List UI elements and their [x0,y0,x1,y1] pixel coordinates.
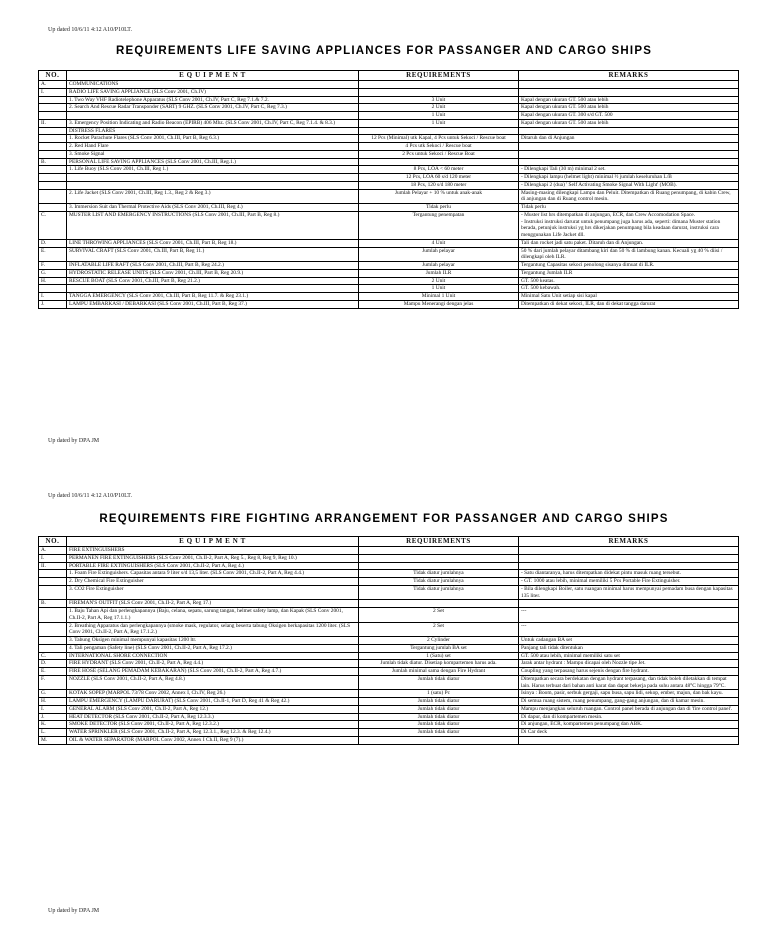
table-row [39,96,739,104]
table-row [39,562,739,570]
table-row [39,622,739,637]
row-no-cell: F. [39,675,67,690]
row-equipment-cell: 2. Search And Rescue Radar Transponder (SART) 9 GHZ. (SLS Conv 2001, Ch.IV, Part C, Reg 7.3.) [67,104,359,112]
row-remark-cell: Ditaruh dan di Anjungan [519,135,739,143]
row-no-cell: C. [39,211,67,239]
row-equipment-cell [67,174,359,182]
header-requirements: REQUIREMENTS [359,71,519,81]
row-remark-cell [519,158,739,166]
table-row [39,104,739,112]
row-no-cell [39,189,67,204]
row-no-cell [39,104,67,112]
row-no-cell: B. [39,600,67,608]
row-no-cell: J. [39,300,67,308]
table-row [39,247,739,262]
table-row [39,262,739,270]
row-requirement-cell: Jumlah tidak diatur [359,729,519,737]
row-requirement-cell: 18 Pcs, 120 s/d 180 meter [359,181,519,189]
row-equipment-cell: COMMUNICATIONS [67,81,359,89]
row-no-cell: II. [39,562,67,570]
row-requirement-cell [359,158,519,166]
row-equipment-cell: 2. Life Jacket (SLS Conv 2001, Ch.III, Reg 1.3., Reg 2 & Reg 3.) [67,189,359,204]
row-equipment-cell: RESCUE BOAT (SLS Conv 2001, Ch.III, Part B, Reg 21.2.) [67,277,359,285]
row-remark-cell: - Dilengkapi Tali (30 m) minimal 2 set. [519,166,739,174]
row-no-cell [39,96,67,104]
row-remark-cell [519,150,739,158]
table-row [39,166,739,174]
row-equipment-cell: FIRE HYDRANT (SLS Conv 2001, Ch.II-2, Part A, Reg 4.4.) [67,660,359,668]
row-requirement-cell: Tidak diatur jumlahnya [359,585,519,600]
row-no-cell [39,150,67,158]
row-requirement-cell [359,88,519,96]
row-requirement-cell: 1 Unit [359,285,519,293]
row-equipment-cell: INTERNATIONAL SHORE CONNECTION [67,652,359,660]
row-remark-cell: Mampu menjangkau seluruh ruangan. Control panel berada di anjungan dan di 'fire control panel'. [519,705,739,713]
row-requirement-cell [359,127,519,135]
row-equipment-cell: PERMANEN FIRE EXTINGUISHERS (SLS Conv 2001, Ch.II-2, Part A, Reg 5., Reg 8, Reg 9, Reg 10.) [67,554,359,562]
row-no-cell: I. [39,554,67,562]
header-remarks: REMARKS [519,537,739,547]
row-remark-cell: Tergantung Capasitas sekoci penolong sisanya dimuat di ILR. [519,262,739,270]
row-no-cell [39,570,67,578]
row-requirement-cell: 8 Pcs, LOA < 60 meter [359,166,519,174]
row-equipment-cell: NOZZLE (SLS Conv 2001, Ch.II-2, Part A, Reg 4.8.) [67,675,359,690]
row-requirement-cell: Jumlah ILR [359,269,519,277]
table-row [39,570,739,578]
row-remark-cell: --- [519,622,739,637]
row-requirement-cell: 2 Pcs untuk Sekoci / Rescue Boat [359,150,519,158]
requirements-table [38,536,739,745]
row-remark-cell: Jarak antar hydrant : Mampu dicapai oleh Nozzle tipe Jet. [519,660,739,668]
row-equipment-cell: FIREMAN'S OUTFIT (SLS Conv 2001, Ch.II-2, Part A, Reg 17.) [67,600,359,608]
row-requirement-cell: 12 Pcs, LOA 60 s/d 120 meter [359,174,519,182]
row-equipment-cell: FIRE EXTINGUISHERS [67,547,359,555]
row-remark-cell: GT. 500 kebawah. [519,285,739,293]
table-row [39,652,739,660]
row-requirement-cell: Mampu Menerangi dengan jelas [359,300,519,308]
table-row [39,174,739,182]
row-no-cell [39,585,67,600]
row-equipment-cell: 2. Breathing Apparatus dan perlengkapannya (smoke mask, regulator, selang beserta tabung Oksigen berkapasitas 1200 liter. (SLS Conv 2001, Ch.II-2, Part A, Reg 17.1.2.) [67,622,359,637]
row-equipment-cell: SURVIVAL CRAFT (SLS Conv 2001, Ch.III, Part B, Reg 11.) [67,247,359,262]
row-no-cell: H. [39,698,67,706]
row-equipment-cell [67,285,359,293]
row-no-cell [39,204,67,212]
row-remark-cell: Tergantung Jumlah ILR [519,269,739,277]
row-equipment-cell: LINE THROWING APPLIANCES (SLS Conv 2001, Ch.III, Part B, Reg 18.) [67,239,359,247]
table-row [39,736,739,744]
row-remark-cell: Ditempatkan di dekat sekoci, ILR, dan di dekat tangga darurat [519,300,739,308]
table-header-row [39,71,739,81]
row-remark-cell: Coupling yang terpasang harus sejenis dengan fire hydrant. [519,668,739,676]
table-row [39,698,739,706]
row-remark-cell: Kapal dengan ukuran GT. 300 s/d GT. 500 [519,112,739,120]
update-stamp: Up dated 10/6/11 4:12 A10/P10LT. [48,27,132,33]
row-requirement-cell [359,81,519,89]
row-equipment-cell: 1. Baju Tahan Api dan perlengkapannya (Baju, celana, sepatu, sarung tangan, helmet safety lamp, dan Kapak (SLS Conv 2001, Ch.II-2, Part A, Reg 17.1.1.) [67,608,359,623]
row-equipment-cell: PORTABLE FIRE EXTINGUISHERS (SLS Conv 2001, Ch.II-2, Part A, Reg 4.) [67,562,359,570]
row-remark-cell [519,143,739,151]
row-no-cell: II. [39,119,67,127]
footer-note: Up dated by DPA JM [48,908,100,914]
header-requirements: REQUIREMENTS [359,537,519,547]
row-requirement-cell: 1 (Satu) set [359,652,519,660]
row-no-cell: M. [39,736,67,744]
table-row [39,668,739,676]
row-no-cell: G. [39,269,67,277]
table-row [39,88,739,96]
table-row [39,690,739,698]
row-no-cell [39,578,67,586]
row-equipment-cell: 1. Life Buoy (SLS Conv 2001, Ch.III, Reg 1.) [67,166,359,174]
table-row [39,181,739,189]
row-no-cell: E. [39,247,67,262]
row-requirement-cell: 2 Unit [359,277,519,285]
row-equipment-cell: OIL & WATER SEPARATOR (MARPOL Conv 2002, Annex I Ch.II, Reg 9 (7).) [67,736,359,744]
row-requirement-cell: Tidak perlu [359,204,519,212]
row-no-cell: L. [39,729,67,737]
row-no-cell: D. [39,660,67,668]
row-no-cell: G. [39,690,67,698]
table-row [39,277,739,285]
table-row [39,119,739,127]
row-requirement-cell: Jumlah tidak diatur [359,721,519,729]
row-no-cell: I. [39,293,67,301]
row-requirement-cell: Jumlah tidak diatur [359,705,519,713]
footer-note: Up dated by DPA JM [48,438,100,444]
row-remark-cell: Untuk cadangan BA set [519,637,739,645]
row-requirement-cell [359,547,519,555]
row-no-cell: K. [39,721,67,729]
row-remark-cell: Di semua ruang sistem, ruang penumpang, gang-gang anjungan, dan di kamar mesin. [519,698,739,706]
row-requirement-cell: Jumlah tidak diatur [359,698,519,706]
header-equipment: E Q U I P M E N T [67,537,359,547]
row-equipment-cell: SMOKE DETECTOR (SLS Conv 2001, Ch.II-2, Part A, Reg 12.3.2.) [67,721,359,729]
row-requirement-cell [359,554,519,562]
row-requirement-cell: 1 Unit [359,119,519,127]
row-equipment-cell: HYDROSTATIC RELEASE UNITS (SLS Conv 2001, Ch.III, Part B, Reg 20.9.) [67,269,359,277]
row-requirement-cell: 2 Cylinder [359,637,519,645]
row-requirement-cell: 4 Unit [359,239,519,247]
row-no-cell [39,143,67,151]
row-equipment-cell: 1. Foam Fire Extinguishers. Capasitas antara 9 liter s/d 13,5 liter. (SLS Conv 2001, Ch.II-2, Part A, Reg 4.4.) [67,570,359,578]
row-no-cell: C. [39,652,67,660]
row-equipment-cell: GENERAL ALARM (SLS Conv 2001, Ch.II-2, Part A, Reg 12.) [67,705,359,713]
row-equipment-cell [67,181,359,189]
table-row [39,713,739,721]
row-remark-cell: - Satu diantaranya, harus ditempatkan didekat pintu masuk ruang tersebut. [519,570,739,578]
row-equipment-cell: 2. Dry Chemical Fire Extinguisher [67,578,359,586]
row-remark-cell: Ditempatkan secara berdekatan dengan hydrant terpasang, dan tidak boleh diletakkan di tempat lain. Harus terbuat dari bahan anti karat dan dapat bekerja pada suhu antara 48°C hingga 79°C. [519,675,739,690]
row-remark-cell [519,127,739,135]
row-equipment-cell: INFLATABLE LIFE RAFT (SLS Conv 2001, Ch.III, Part B, Reg 24.2.) [67,262,359,270]
row-remark-cell: Kapal dengan ukuran GT. 500 atau lebih [519,104,739,112]
row-requirement-cell: 3 Unit [359,96,519,104]
row-remark-cell: - Muster list hrs ditempatkan di anjungan, ECR, dan Crew Accomodation Space. - Instruksi instruksi darurat untuk penumpang juga harus ada, seperti: dimana Muster station berada, petunjuk instruksi yg hrs dikerjakan penumpang bila keadaan darurat, instruksi cara menggunakan Life Jacket dll. [519,211,739,239]
row-requirement-cell [359,600,519,608]
row-requirement-cell: Tergantung jumlah BA set [359,644,519,652]
row-remark-cell: - Dilengkapi lampu (helmet light) minimal ½ jumlah keseluruhan L/B [519,174,739,182]
row-no-cell [39,285,67,293]
row-no-cell [39,174,67,182]
row-remark-cell: Tidak perlu [519,204,739,212]
row-no-cell: B. [39,158,67,166]
row-equipment-cell: HEAT DETECTOR (SLS Conv 2001, Ch.II-2, Part A, Reg 12.3.3.) [67,713,359,721]
row-requirement-cell: Minimal 1 Unit [359,293,519,301]
table-row [39,644,739,652]
header-no: NO. [39,537,67,547]
row-requirement-cell: 1 Unit [359,112,519,120]
row-remark-cell [519,547,739,555]
row-equipment-cell [67,112,359,120]
row-equipment-cell: MUSTER LIST AND EMERGENCY INSTRUCTIONS (SLS Conv 2001, Ch.III, Part B, Reg 8.) [67,211,359,239]
row-no-cell: A. [39,547,67,555]
table-row [39,675,739,690]
table-row [39,600,739,608]
table-row [39,189,739,204]
table-row [39,547,739,555]
row-requirement-cell: Tidak diatur jumlahnya [359,578,519,586]
row-equipment-cell: 4. Tali pengaman (Safety line) (SLS Conv 2001, Ch.II-2, Part A, Reg 17.2.) [67,644,359,652]
row-remark-cell [519,562,739,570]
row-requirement-cell: 2 Unit [359,104,519,112]
row-equipment-cell: RADIO LIFE SAVING APPLIANCE (SLS Conv 2001, Ch.IV) [67,88,359,96]
row-remark-cell: Tali dan rocket jadi satu paket. Ditaruh dan di Anjungan. [519,239,739,247]
row-no-cell: D. [39,239,67,247]
row-no-cell [39,112,67,120]
row-equipment-cell: TANGGA EMERGENCY (SLS Conv 2001, Ch.III, Part B, Reg 11.7. & Reg 23.1.) [67,293,359,301]
page-title: REQUIREMENTS FIRE FIGHTING ARRANGEMENT FOR PASSANGER AND CARGO SHIPS [99,513,669,525]
row-equipment-cell: LAMPU EMBARKASI / DEBARKASI (SLS Conv 2001, Ch.III, Part B, Reg 37.) [67,300,359,308]
row-remark-cell [519,600,739,608]
row-equipment-cell: 2. Red Hand Flare [67,143,359,151]
row-no-cell: A. [39,81,67,89]
table-row [39,135,739,143]
row-no-cell [39,135,67,143]
table-row [39,285,739,293]
table-row [39,204,739,212]
table-row [39,112,739,120]
table-header-row [39,537,739,547]
row-no-cell [39,637,67,645]
row-remark-cell: Di anjungan, ECR, kompartemen penumpang dan ABK. [519,721,739,729]
row-requirement-cell: Jumlah pelayar [359,262,519,270]
row-requirement-cell: Tergantung penempatan [359,211,519,239]
row-requirement-cell: Jumlah tidak diatur [359,675,519,690]
table-row [39,127,739,135]
row-remark-cell [519,88,739,96]
row-remark-cell: - Dilengkapi 2 (dua) ' Self Activating Smoke Signal With Light' (MOB). [519,181,739,189]
header-no: NO. [39,71,67,81]
requirements-table [38,70,739,309]
row-equipment-cell: 1. Rocket Parachute Flares (SLS Conv 2001, Ch.III, Part B, Reg 6.3.) [67,135,359,143]
row-equipment-cell: 1. Two Way VHF Radiotelephone Apparatus (SLS Conv 2001, Ch.IV, Part C, Reg 7.1.& 7.2. [67,96,359,104]
update-stamp: Up dated 10/6/11 4:12 A10/P10LT. [48,493,132,499]
row-equipment-cell: FIRE HOSE (SELANG PEMADAM KEBAKARAN) (SLS Conv 2001, Ch.II-2, Part A, Reg 4.7.) [67,668,359,676]
table-row [39,554,739,562]
table-row [39,150,739,158]
row-remark-cell: - GT. 1000 atau lebih, minimal memiliki 5 Pcs Portable Fire Extinguisher. [519,578,739,586]
row-remark-cell: --- [519,608,739,623]
row-requirement-cell: 2 Set [359,622,519,637]
page-title: REQUIREMENTS LIFE SAVING APPLIANCES FOR PASSANGER AND CARGO SHIPS [115,45,653,57]
row-no-cell: I. [39,705,67,713]
row-remark-cell: Panjang tali tidak ditentukan [519,644,739,652]
table-row [39,608,739,623]
row-equipment-cell: WATER SPRINKLER (SLS Conv 2001, Ch.II-2, Part A, Reg 12.3.1., Reg 12.3. & Reg 12.4.) [67,729,359,737]
row-remark-cell [519,736,739,744]
row-requirement-cell [359,736,519,744]
table-row [39,269,739,277]
row-requirement-cell: Jumlah pelayar [359,247,519,262]
row-remark-cell [519,554,739,562]
row-requirement-cell: 1 (satu) Pc [359,690,519,698]
row-no-cell [39,181,67,189]
row-equipment-cell: LAMPU EMERGENCY (LAMPU DARURAT) (SLS Conv 2001, Ch.II-1, Part D, Reg 41 & Reg 42.) [67,698,359,706]
table-row [39,585,739,600]
sheet-fire-fighting [0,466,768,932]
table-row [39,81,739,89]
row-remark-cell: Masing-masing dilengkapi Lampu dan Peluit. Ditempatkan di Ruang penumpang, di kabin Crew, di anjungan dan di Ruang control mesin. [519,189,739,204]
row-remark-cell: GT. 500 atau lebih, minimal memiliki satu set [519,652,739,660]
row-requirement-cell: 2 Set [359,608,519,623]
table-row [39,729,739,737]
row-remark-cell: Di Car deck [519,729,739,737]
row-no-cell [39,622,67,637]
row-requirement-cell: Jumlah Pelayar + 10 % untuk anak-anak [359,189,519,204]
row-requirement-cell: 4 Pcs utk Sekoci / Rescue boat [359,143,519,151]
row-no-cell: H. [39,277,67,285]
table-row [39,705,739,713]
header-remarks: REMARKS [519,71,739,81]
row-remark-cell: Isinya : Boom, pasir, serbuk gergaji, sapu busa, sapu lidi, sekop, ember, majun, dan bak kayu. [519,690,739,698]
row-requirement-cell: 12 Pcs (Minimal) utk Kapal, 4 Pcs untuk Sekoci / Rescue boat [359,135,519,143]
table-row [39,239,739,247]
row-remark-cell: Di dapur, dan di kompartemen mesin. [519,713,739,721]
table-row [39,578,739,586]
row-remark-cell: Kapal dengan ukuran GT. 500 atau lebih [519,96,739,104]
table-row [39,660,739,668]
row-no-cell: I. [39,88,67,96]
row-remark-cell: - Bila dilengkapi Boiler, satu ruangan minimal harus mempunyai pemadam busa dengan kapasitas 135 liter. [519,585,739,600]
row-requirement-cell [359,562,519,570]
table-row [39,143,739,151]
row-equipment-cell: 3. Immersion Suit dan Thermal Protective Aids (SLS Conv 2001, Ch.III, Reg 4.) [67,204,359,212]
table-row [39,300,739,308]
row-no-cell [39,127,67,135]
row-no-cell: F. [39,262,67,270]
row-remark-cell: 50 % dari jumlah pelayar ditambang kiri dan 50 % di lambung kanan. Kecuali yg 40 % diisi / dilengkapi oleh ILR. [519,247,739,262]
row-equipment-cell: KOTAK SOPEP (MARPOL 73/78 Conv 2002, Annex I, Ch.IV, Reg 26.) [67,690,359,698]
row-requirement-cell: Jumlah minimal sama dengan Fire Hydrant [359,668,519,676]
table-row [39,637,739,645]
row-remark-cell: Kapal dengan ukuran GT. 500 atau lebih [519,119,739,127]
table-row [39,293,739,301]
table-row [39,158,739,166]
row-requirement-cell: Jumlah tidak diatur. Disetiap kompartemen harus ada. [359,660,519,668]
row-no-cell [39,608,67,623]
row-equipment-cell: 3. Tabung Oksigen minimal mempunyai kapasitas 1200 ltr. [67,637,359,645]
row-remark-cell: Minimal Satu Unit setiap sisi kapal [519,293,739,301]
row-equipment-cell: 3. CO2 Fire Extinguisher [67,585,359,600]
row-no-cell [39,644,67,652]
row-requirement-cell: Tidak diatur jumlahnya [359,570,519,578]
header-equipment: E Q U I P M E N T [67,71,359,81]
row-equipment-cell: DISTRESS FLARES [67,127,359,135]
row-remark-cell [519,81,739,89]
row-no-cell [39,166,67,174]
table-row [39,721,739,729]
row-equipment-cell: 3. Emergency Position Indicating and Radio Beacon (EPIRB) 406 Mhz. (SLS Conv 2001, Ch.IV, Part C, Reg 7.1.4. & 8.3.) [67,119,359,127]
row-no-cell: J. [39,713,67,721]
row-requirement-cell: Jumlah tidak diatur [359,713,519,721]
row-equipment-cell: 3. Smoke Signal [67,150,359,158]
row-no-cell: E. [39,668,67,676]
row-equipment-cell: PERSONAL LIFE SAVING APPLIANCES (SLS Conv 2001, Ch.III, Reg.1.) [67,158,359,166]
row-remark-cell: GT. 500 keatas. [519,277,739,285]
table-row [39,211,739,239]
